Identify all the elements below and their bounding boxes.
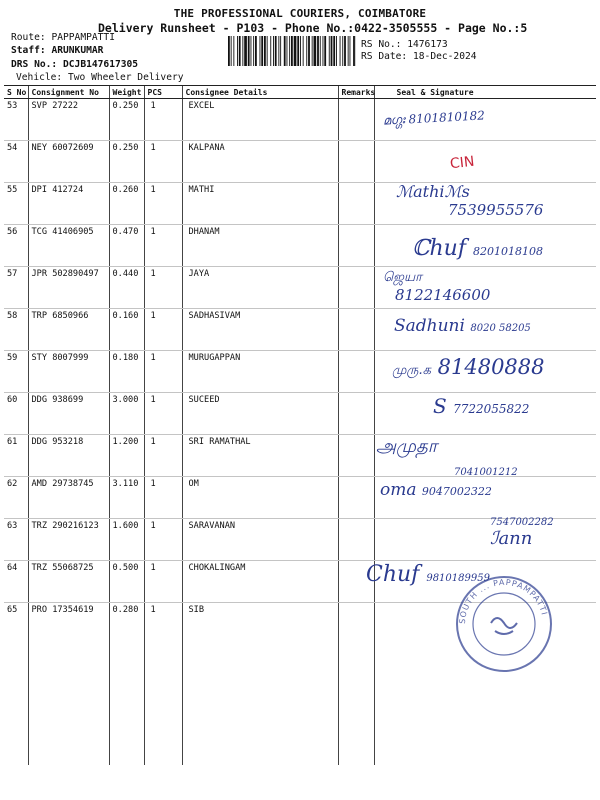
cell-consignment-no: DDG 953218 (28, 435, 109, 477)
table-row (4, 99, 596, 141)
cell-sno: 57 (4, 267, 28, 309)
cell-pcs: 1 (144, 99, 182, 141)
column-header-seal-signature: Seal & Signature (374, 86, 596, 99)
staff-line (11, 45, 103, 56)
barcode-bar (342, 36, 343, 66)
barcode-bar (248, 36, 250, 66)
cell-remarks (338, 183, 374, 225)
signature-row-55-mark: CIN (449, 153, 476, 173)
signature-scribble: ℐann (490, 528, 533, 549)
barcode-bar (231, 36, 232, 66)
barcode-bar (336, 36, 337, 66)
barcode-bar (289, 36, 290, 66)
barcode-bar (317, 36, 319, 66)
cell-weight: 0.250 (109, 99, 144, 141)
barcode-bar (280, 36, 281, 66)
cell-seal-signature (374, 519, 596, 561)
signature-row-55-phone: 7539955576 (448, 201, 544, 219)
signature-row-60-phone: 7722055822 (453, 402, 530, 416)
cell-consignee: MATHI (182, 183, 338, 225)
cell-consignee: SRI RAMATHAL (182, 435, 338, 477)
barcode-bar (350, 36, 351, 66)
cell-sno: 61 (4, 435, 28, 477)
signature-row-61 (376, 436, 518, 480)
signature-row-59 (392, 355, 545, 379)
barcode-bar (260, 36, 261, 66)
barcode-bar (278, 36, 279, 66)
signature-scribble: ஜெயா (383, 270, 422, 285)
signature-scribble: a (406, 480, 417, 500)
cell-consignment-no: SVP 27222 (28, 99, 109, 141)
cell-consignment-no: DDG 938699 (28, 393, 109, 435)
cell-remarks (338, 393, 374, 435)
cell-remarks (338, 603, 374, 766)
barcode-bar (329, 36, 330, 66)
cell-seal-signature (374, 141, 596, 183)
signature-scribble: முரு.க (392, 363, 431, 378)
signature-row-61-phone: 7041001212 (454, 467, 518, 478)
signature-row-58-phone: 8020 58205 (470, 323, 531, 334)
signature-row-62-text: om (380, 480, 407, 500)
column-header-remarks: Remarks (338, 86, 374, 99)
signature-scribble: S (433, 394, 447, 418)
drs-line (11, 59, 138, 70)
rs-no-value: 1476173 (407, 39, 448, 50)
barcode-bar (308, 36, 310, 66)
barcode-bar (314, 36, 317, 66)
cell-weight: 3.000 (109, 393, 144, 435)
cell-consignee: SUCEED (182, 393, 338, 435)
cell-remarks (338, 435, 374, 477)
cell-pcs: 1 (144, 561, 182, 603)
cell-sno: 55 (4, 183, 28, 225)
seal-stamp-icon (453, 573, 555, 675)
barcode-bar (333, 36, 335, 66)
cell-pcs: 1 (144, 309, 182, 351)
column-header-sno: S No (4, 86, 28, 99)
route-line (11, 32, 115, 43)
barcode-bar (253, 36, 254, 66)
cell-pcs: 1 (144, 351, 182, 393)
column-header-consignment: Consignment No (28, 86, 109, 99)
cell-consignment-no: AMD 29738745 (28, 477, 109, 519)
cell-pcs: 1 (144, 519, 182, 561)
cell-sno: 54 (4, 141, 28, 183)
cell-pcs: 1 (144, 225, 182, 267)
cell-remarks (338, 267, 374, 309)
cell-consignment-no: TRZ 290216123 (28, 519, 109, 561)
rs-no-line (361, 39, 448, 50)
stamp-text: SOUTH ... PAPPAMPATTI (457, 577, 550, 625)
cell-pcs: 1 (144, 267, 182, 309)
cell-sno: 60 (4, 393, 28, 435)
runsheet-title: Delivery Runsheet - P103 - Phone No.:0422-3505555 - Page No.:5 (98, 21, 528, 35)
cell-sno: 62 (4, 477, 28, 519)
barcode-bar (312, 36, 313, 66)
cell-consignment-no: TCG 41406905 (28, 225, 109, 267)
drs-label: DRS No.: (11, 59, 58, 70)
cell-sno: 64 (4, 561, 28, 603)
signature-row-59-phone: 81480888 (437, 355, 545, 379)
barcode-bar (261, 36, 263, 66)
table-header-row (4, 86, 596, 99)
barcode-bar (294, 36, 297, 66)
vehicle-value: Two Wheeler Delivery (68, 72, 184, 83)
cell-sno: 59 (4, 351, 28, 393)
barcode-bar (297, 36, 299, 66)
route-label: Route: (11, 32, 46, 43)
cell-consignment-no: STY 8007999 (28, 351, 109, 393)
vehicle-label: Vehicle: (16, 72, 63, 83)
barcode-bar (239, 36, 241, 66)
cell-consignment-no: NEY 60072609 (28, 141, 109, 183)
barcode-bar (273, 36, 274, 66)
barcode-bar (228, 36, 230, 66)
signature-row-57 (383, 270, 490, 304)
cell-consignment-no: PRO 17354619 (28, 603, 109, 766)
barcode-bar (300, 36, 301, 66)
barcode-bar (348, 36, 349, 66)
cell-sno: 63 (4, 519, 28, 561)
cell-remarks (338, 141, 374, 183)
cell-consignment-no: TRP 6850966 (28, 309, 109, 351)
cell-sno: 58 (4, 309, 28, 351)
cell-weight: 3.110 (109, 477, 144, 519)
signature-row-62-phone: 9047002322 (421, 485, 492, 498)
barcode-bar (324, 36, 326, 66)
cell-remarks (338, 519, 374, 561)
cell-pcs: 1 (144, 183, 182, 225)
rs-date-label: RS Date: (361, 51, 408, 62)
cell-consignee: DHANAM (182, 225, 338, 267)
barcode-bar (233, 36, 234, 66)
cell-weight: 1.600 (109, 519, 144, 561)
svg-text:SOUTH ... PAPPAMPATTI (458, 578, 549, 624)
table-row (4, 141, 596, 183)
cell-sno: 65 (7, 605, 18, 615)
signature-row-60 (433, 394, 529, 418)
cell-consignee: OM (182, 477, 338, 519)
barcode-bar (284, 36, 286, 66)
staff-value: ARUNKUMAR (51, 45, 104, 56)
barcode-bar (267, 36, 268, 66)
cell-weight: 0.440 (109, 267, 144, 309)
table-row (4, 477, 596, 519)
barcode-bar (340, 36, 341, 66)
drs-value: DCJB147617305 (63, 59, 139, 70)
signature-row-62 (380, 480, 492, 500)
rs-no-label: RS No.: (361, 39, 402, 50)
signature-row-53-phone: 8101810182 (408, 108, 486, 127)
barcode-bar (344, 36, 346, 66)
cell-pcs: 1 (144, 393, 182, 435)
signature-row-63-phone: 7547002282 (490, 517, 554, 528)
cell-weight: 1.200 (109, 435, 144, 477)
cell-weight: 0.250 (109, 141, 144, 183)
cell-pcs: 1 (144, 603, 182, 766)
cell-weight: 0.160 (109, 309, 144, 351)
cell-consignment-no: DPI 412724 (28, 183, 109, 225)
signature-scribble: அமுதா (376, 436, 438, 457)
cell-remarks (338, 351, 374, 393)
signature-row-64-phone: 9810189959 (426, 573, 490, 584)
cell-pcs: 1 (144, 141, 182, 183)
cell-consignee: SADHASIVAM (182, 309, 338, 351)
cell-remarks (338, 477, 374, 519)
barcode-bar (323, 36, 324, 66)
cell-consignee: SIB (182, 603, 338, 766)
cell-consignment-no: JPR 502890497 (28, 267, 109, 309)
column-header-consignee: Consignee Details (182, 86, 338, 99)
cell-consignee: EXCEL (182, 99, 338, 141)
signature-row-63 (490, 517, 554, 549)
signature-row-56-phone: 8201018108 (473, 245, 543, 258)
column-header-pcs: PCS (144, 86, 182, 99)
cell-sno: 53 (4, 99, 28, 141)
barcode-bar (244, 36, 247, 66)
signature-scribble: മഗ്ഗഃ (382, 112, 406, 128)
signature-scribble: ℂhuf (412, 236, 466, 261)
cell-consignment-no: TRZ 55068725 (28, 561, 109, 603)
barcode-bar (353, 36, 355, 66)
cell-remarks (338, 99, 374, 141)
signature-row-56 (412, 236, 543, 261)
staff-label: Staff: (11, 45, 46, 56)
signature-row-57-phone: 8122146600 (395, 286, 491, 304)
cell-pcs: 1 (144, 477, 182, 519)
vehicle-line (16, 72, 184, 83)
rs-date-line (361, 51, 477, 62)
barcode (228, 36, 356, 66)
barcode-bar (275, 36, 277, 66)
cell-pcs: 1 (144, 435, 182, 477)
route-value: PAPPAMPATTI (51, 32, 115, 43)
barcode-bar (251, 36, 252, 66)
barcode-bar (264, 36, 266, 66)
cell-consignee: MURUGAPPAN (182, 351, 338, 393)
cell-weight: 0.260 (109, 183, 144, 225)
cell-consignee: SARAVANAN (182, 519, 338, 561)
cell-consignee: KALPANA (182, 141, 338, 183)
cell-remarks (338, 225, 374, 267)
table-row (4, 267, 596, 309)
signature-scribble: ℳathiℳs (396, 182, 470, 201)
signature-scribble: Chuf (366, 562, 420, 587)
cell-weight: 0.500 (109, 561, 144, 603)
column-header-weight: Weight (109, 86, 144, 99)
barcode-bar (291, 36, 293, 66)
cell-consignee: CHOKALINGAM (182, 561, 338, 603)
cell-sno: 56 (4, 225, 28, 267)
cell-weight: 0.470 (109, 225, 144, 267)
barcode-bar (242, 36, 243, 66)
barcode-bar (303, 36, 304, 66)
barcode-bar (287, 36, 288, 66)
rs-date-value: 18-Dec-2024 (413, 51, 477, 62)
barcode-bar (270, 36, 271, 66)
signature-scribble: Sadhuni (394, 316, 465, 336)
barcode-bar (320, 36, 321, 66)
cell-consignee: JAYA (182, 267, 338, 309)
signature-row-55 (396, 182, 543, 219)
signature-row-58 (394, 316, 531, 336)
barcode-bar (306, 36, 307, 66)
company-name: THE PROFESSIONAL COURIERS, COIMBATORE (173, 7, 427, 20)
cell-remarks (338, 309, 374, 351)
barcode-bar (331, 36, 333, 66)
cell-weight: 0.280 (109, 603, 144, 766)
barcode-bar (237, 36, 238, 66)
cell-weight: 0.180 (109, 351, 144, 393)
barcode-bar (255, 36, 257, 66)
